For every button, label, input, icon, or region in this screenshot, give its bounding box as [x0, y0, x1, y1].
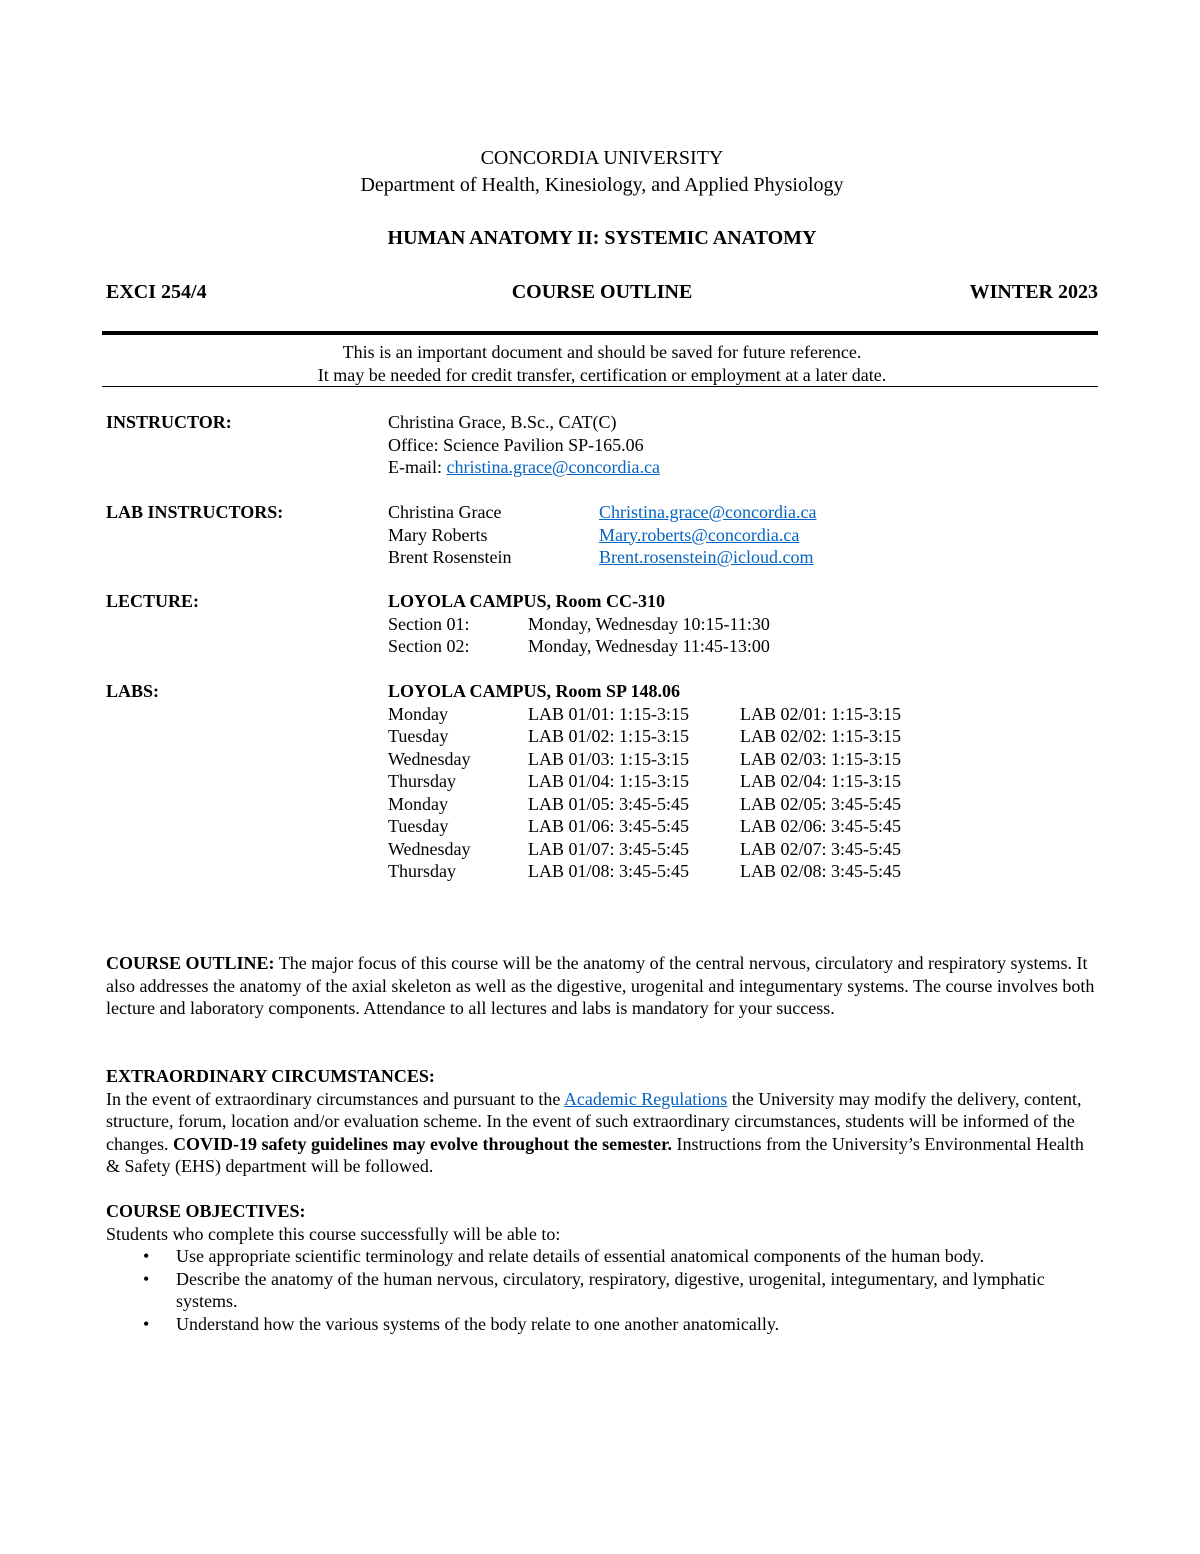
lab-instructor-name: Christina Grace: [388, 502, 502, 522]
lab-instructor-row: [388, 501, 1088, 524]
lab-instructor-row: [388, 524, 1088, 547]
labs-location: LOYOLA CAMPUS, Room SP 148.06: [388, 681, 681, 701]
section-time: Monday, Wednesday 10:15-11:30: [528, 613, 770, 634]
course-outline-paragraph: [106, 952, 1098, 1020]
section-name: Section 01:: [388, 613, 470, 634]
department-name: Department of Health, Kinesiology, and Applied Physiology: [360, 174, 844, 196]
lab-row: [388, 703, 1088, 726]
lab-slot-1: LAB 01/05: 3:45-5:45: [528, 793, 689, 814]
lab-day: Thursday: [388, 861, 456, 881]
instructor-label: INSTRUCTOR:: [106, 412, 232, 432]
lab-slot-2: LAB 02/03: 1:15-3:15: [740, 748, 901, 769]
lab-slot-2: LAB 02/08: 3:45-5:45: [740, 861, 901, 881]
lecture-label: LECTURE:: [106, 591, 200, 611]
list-item: [106, 1245, 1098, 1268]
lab-day: Monday: [388, 793, 448, 814]
lab-day: Wednesday: [388, 838, 471, 859]
bullet-icon: •: [143, 1268, 150, 1289]
lab-slot-2: LAB 02/05: 3:45-5:45: [740, 793, 901, 814]
lab-slot-1: LAB 01/07: 3:45-5:45: [528, 838, 689, 859]
notice-line-1: This is an important document and should be saved for future reference.: [342, 342, 862, 362]
lab-slot-1: LAB 01/08: 3:45-5:45: [528, 861, 689, 881]
lab-row: [388, 770, 1088, 793]
instructor-office: Office: Science Pavilion SP-165.06: [388, 434, 644, 455]
course-title: HUMAN ANATOMY II: SYSTEMIC ANATOMY: [387, 227, 817, 249]
lab-day: Tuesday: [388, 726, 449, 746]
notice-line-2: It may be needed for credit transfer, certification or employment at a later date.: [317, 365, 887, 385]
lab-day: Monday: [388, 703, 448, 724]
objectives-label: COURSE OBJECTIVES:: [106, 1201, 306, 1221]
lab-slot-1: LAB 01/01: 1:15-3:15: [528, 703, 689, 724]
lab-day: Thursday: [388, 771, 456, 791]
term: WINTER 2023: [969, 281, 1098, 303]
lab-day: Wednesday: [388, 748, 471, 769]
labs-details: [388, 680, 1088, 883]
notice-block: [106, 341, 1098, 387]
section-name: Section 02:: [388, 636, 470, 656]
instructor-name: Christina Grace, B.Sc., CAT(C): [388, 412, 617, 432]
extraordinary-text-start: In the event of extraordinary circumstances and pursuant to the: [106, 1088, 564, 1109]
objective-text: Describe the anatomy of the human nervous, circulatory, respiratory, digestive, urogenital, integumentary, and lymphatic systems.: [176, 1268, 1045, 1311]
instructor-email-line: [388, 456, 660, 479]
objectives-list: [106, 1245, 1098, 1335]
extraordinary-text-middle: the University may modify the delivery, content, structure, forum, location and/or evaluation scheme. In the event of such extraordinary circumstances, students will be informed of the changes.: [106, 1088, 1082, 1154]
objective-text: Understand how the various systems of the body relate to one another anatomically.: [176, 1313, 780, 1334]
extraordinary-section: [106, 1065, 1098, 1178]
lab-slot-2: LAB 02/04: 1:15-3:15: [740, 771, 901, 791]
extraordinary-text: [106, 1088, 1098, 1178]
lab-instructor-list: [388, 501, 1088, 569]
lab-instructor-row: [388, 546, 1088, 569]
list-item: [106, 1268, 1098, 1313]
lab-instructors-label: LAB INSTRUCTORS:: [106, 502, 284, 522]
lab-instructor-name: Brent Rosenstein: [388, 547, 512, 567]
covid-notice: COVID-19 safety guidelines may evolve throughout the semester.: [172, 1133, 672, 1154]
lab-slot-1: LAB 01/02: 1:15-3:15: [528, 726, 689, 746]
thick-divider: [102, 331, 1098, 335]
instructor-details: [388, 411, 660, 479]
lab-row: [388, 815, 1088, 838]
lab-slot-2: LAB 02/06: 3:45-5:45: [740, 816, 901, 836]
labs-label: LABS:: [106, 681, 160, 701]
lab-row: [388, 838, 1088, 861]
objectives-section: [106, 1200, 1098, 1335]
bullet-icon: •: [143, 1246, 150, 1266]
lab-slot-2: LAB 02/07: 3:45-5:45: [740, 838, 901, 859]
lab-instructor-name: Mary Roberts: [388, 524, 488, 545]
objective-text: Use appropriate scientific terminology and relate details of essential anatomical components of the human body.: [176, 1246, 985, 1266]
bullet-icon: •: [143, 1313, 150, 1334]
thin-divider: [102, 386, 1098, 387]
lab-slot-1: LAB 01/03: 1:15-3:15: [528, 748, 689, 769]
lecture-location: LOYOLA CAMPUS, Room CC-310: [388, 591, 665, 611]
doc-type: COURSE OUTLINE: [511, 281, 693, 303]
lecture-section-row: [388, 613, 1088, 636]
lecture-section-row: [388, 635, 1088, 658]
course-outline-label: COURSE OUTLINE:: [106, 953, 275, 973]
course-code: EXCI 254/4: [106, 281, 207, 303]
lab-slot-2: LAB 02/01: 1:15-3:15: [740, 703, 901, 724]
section-time: Monday, Wednesday 11:45-13:00: [528, 636, 770, 656]
extraordinary-label: EXTRAORDINARY CIRCUMSTANCES:: [106, 1066, 435, 1086]
objectives-intro: Students who complete this course successfully will be able to:: [106, 1223, 561, 1244]
lab-day: Tuesday: [388, 816, 449, 836]
course-outline-text: The major focus of this course will be the anatomy of the central nervous, circulatory and respiratory systems. It also addresses the anatomy of the axial skeleton as well as the digestive, urogenital and integumentary systems. The course involves both lecture and laboratory components. Attendance to all lectures and labs is mandatory for your success.: [106, 953, 1095, 1018]
instructor-email-link[interactable]: christina.grace@concordia.ca: [446, 457, 660, 477]
lab-slot-1: LAB 01/06: 3:45-5:45: [528, 816, 689, 836]
lab-row: [388, 748, 1088, 771]
lecture-details: [388, 590, 1088, 658]
lab-row: [388, 725, 1088, 748]
lab-row: [388, 793, 1088, 816]
lab-slot-1: LAB 01/04: 1:15-3:15: [528, 771, 689, 791]
lab-row: [388, 860, 1088, 883]
extraordinary-text-end: Instructions from the University’s Environmental Health & Safety (EHS) department will be followed.: [106, 1133, 1084, 1176]
lab-instructor-email[interactable]: Christina.grace@concordia.ca: [599, 502, 817, 522]
email-label: E-mail:: [388, 457, 447, 477]
lab-instructor-email[interactable]: Brent.rosenstein@icloud.com: [599, 547, 814, 567]
academic-regulations-link[interactable]: Academic Regulations: [563, 1088, 728, 1109]
header-block: [106, 145, 1098, 199]
university-name: CONCORDIA UNIVERSITY: [480, 147, 724, 169]
course-info-row: [106, 280, 1098, 304]
lab-slot-2: LAB 02/02: 1:15-3:15: [740, 726, 901, 746]
list-item: [106, 1313, 1098, 1336]
lab-instructor-email[interactable]: Mary.roberts@concordia.ca: [599, 524, 800, 545]
